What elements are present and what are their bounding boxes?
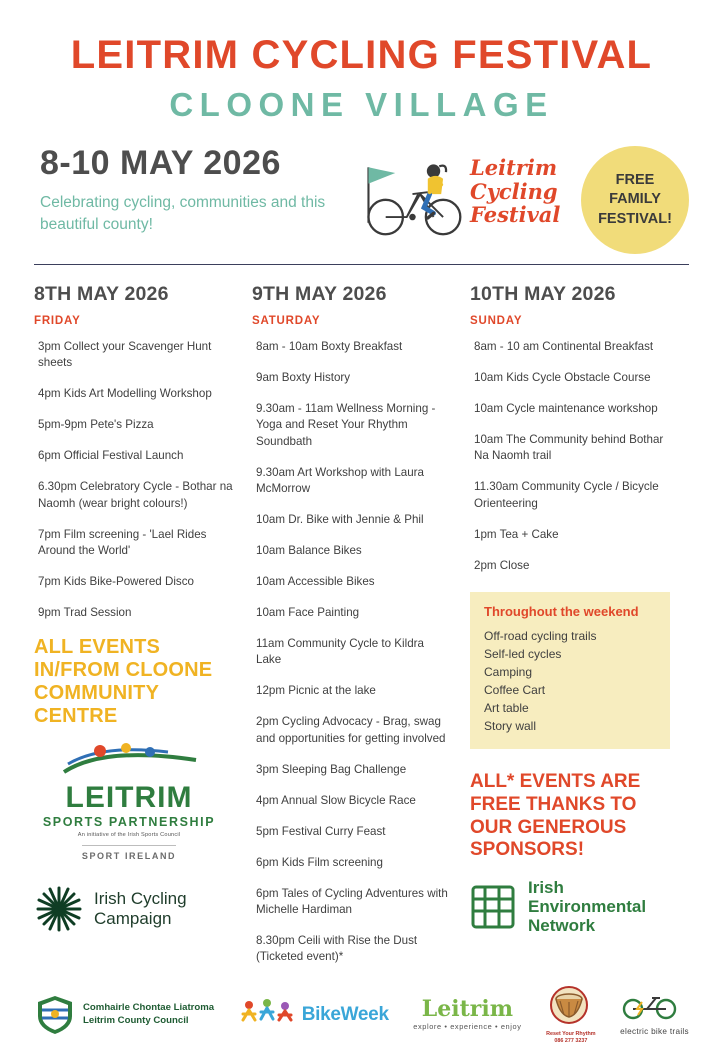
list-item: 8am - 10am Boxty Breakfast	[256, 340, 403, 353]
bike-week-figures-icon	[239, 998, 295, 1032]
list-item: 11am Community Cycle to Kildra Lake	[256, 636, 424, 667]
drum-icon	[546, 985, 592, 1025]
header-left	[34, 146, 356, 237]
throughout-weekend-title: Throughout the weekend	[484, 604, 639, 620]
event-list-saturday	[252, 339, 452, 966]
list-item: 10am The Community behind Bothar Na Naomh trail	[474, 432, 664, 463]
festival-poster	[0, 34, 723, 1058]
list-item: 5pm Festival Curry Feast	[256, 824, 386, 838]
list-item: 10am Dr. Bike with Jennie & Phil	[256, 513, 424, 527]
header-right	[581, 146, 689, 254]
column-weekday-friday: FRIDAY	[34, 315, 81, 327]
schedule-column-saturday	[252, 283, 470, 980]
schedule-columns	[34, 283, 689, 980]
header-row	[34, 146, 689, 256]
leitrim-county-council-logo	[34, 994, 214, 1036]
list-item: 6pm Official Festival Launch	[38, 449, 184, 463]
starburst-icon	[34, 884, 84, 934]
ien-line-1: Irish	[528, 878, 564, 898]
event-list-sunday	[470, 339, 670, 574]
list-item: 7pm Film screening - 'Lael Rides Around the World'	[38, 527, 207, 558]
leitrim-brand-wordmark: Leitrim	[421, 996, 513, 1022]
list-item: 2pm Cycling Advocacy - Brag, swag and opportunities for getting involved	[256, 715, 446, 745]
lsp-swoosh-icon	[54, 742, 204, 778]
festival-tagline: Celebrating cycling, communities and this beautiful county!	[40, 194, 326, 234]
list-item: 9.30am Art Workshop with Laura McMorrow	[256, 465, 424, 496]
county-crest-icon	[34, 994, 76, 1036]
header-logo-group	[356, 146, 581, 240]
sponsors-heading: ALL* EVENTS ARE FREE THANKS TO OUR GENEROUS SPONSORS!	[470, 771, 641, 861]
list-item: 9.30am - 11am Wellness Morning - Yoga and Reset Your Rhythm Soundbath	[256, 401, 436, 448]
woven-square-icon	[470, 884, 516, 930]
festival-script-logo	[470, 152, 560, 227]
reset-line-1: Reset Your Rhythm	[546, 1031, 596, 1037]
leitrim-sports-partnership-logo	[34, 742, 224, 864]
list-item: 10am Accessible Bikes	[256, 575, 375, 589]
irish-cycling-campaign-logo	[34, 884, 234, 934]
list-item: 4pm Kids Art Modelling Workshop	[38, 387, 212, 401]
list-item: 3pm Sleeping Bag Challenge	[256, 762, 407, 776]
column-date-friday: 8TH MAY 2026	[34, 283, 169, 305]
list-item: 3pm Collect your Scavenger Hunt sheets	[38, 340, 212, 370]
icc-wordmark	[94, 889, 187, 928]
free-family-festival-badge: FREE FAMILY FESTIVAL!	[581, 146, 689, 254]
list-item: 10am Kids Cycle Obstacle Course	[474, 370, 651, 384]
list-item: 8.30pm Ceili with Rise the Dust (Ticketed event)*	[256, 933, 418, 964]
festival-dates: 8-10 MAY 2026	[40, 144, 281, 182]
column-weekday-saturday: SATURDAY	[252, 315, 321, 327]
list-item: 2pm Close	[474, 558, 530, 572]
list-item: 6pm Kids Film screening	[256, 855, 383, 869]
sport-ireland-label: SPORT IRELAND	[82, 845, 176, 861]
lcc-line-1: Comhairle Chontae Liatroma	[83, 1002, 215, 1014]
lsp-wordmark: LEITRIM	[65, 780, 193, 814]
column-weekday-sunday: SUNDAY	[470, 315, 523, 327]
ebt-wordmark: electric bike trails	[620, 1026, 689, 1036]
leitrim-brand-tagline: explore • experience • enjoy	[413, 1022, 522, 1031]
column-date-saturday: 9TH MAY 2026	[252, 283, 387, 305]
list-item: Art table	[484, 701, 529, 716]
list-item: Self-led cycles	[484, 647, 562, 662]
electric-bike-icon	[620, 994, 682, 1020]
list-item: Camping	[484, 665, 533, 680]
list-item: 9am Boxty History	[256, 370, 351, 384]
list-item: 4pm Annual Slow Bicycle Race	[256, 793, 416, 807]
lcc-line-2: Leitrim County Council	[83, 1014, 189, 1026]
script-logo-line-3: Festival	[469, 202, 561, 228]
list-item: Story wall	[484, 719, 537, 734]
electric-bike-trails-logo	[620, 994, 689, 1036]
bike-week-wordmark: BikeWeek	[301, 1003, 389, 1025]
list-item: 11.30am Community Cycle / Bicycle Orienteering	[474, 480, 659, 510]
page-subtitle: CLOONE VILLAGE	[169, 86, 554, 123]
ien-wordmark	[528, 878, 646, 935]
list-item: 7pm Kids Bike-Powered Disco	[38, 575, 194, 589]
venue-note: ALL EVENTS IN/FROM CLOONE COMMUNITY CENTRE	[34, 635, 213, 727]
event-list-friday	[34, 339, 234, 621]
footer-sponsor-logos	[34, 985, 689, 1044]
irish-environmental-network-logo	[470, 878, 670, 935]
reset-line-2: 086 277 3237	[554, 1038, 588, 1044]
script-logo-line-1: Leitrim	[469, 155, 558, 180]
column-date-sunday: 10TH MAY 2026	[470, 283, 616, 305]
list-item: 8am - 10 am Continental Breakfast	[474, 340, 654, 353]
lsp-tagline: An initiative of the Irish Sports Council	[77, 831, 181, 838]
leitrim-tourism-logo	[413, 998, 521, 1031]
list-item: Coffee Cart	[484, 683, 546, 698]
list-item: 12pm Picnic at the lake	[256, 684, 376, 698]
schedule-column-friday	[34, 283, 252, 980]
list-item: 10am Cycle maintenance workshop	[474, 401, 658, 415]
list-item: Off-road cycling trails	[484, 629, 597, 644]
icc-line-1: Irish Cycling	[94, 889, 187, 909]
cyclist-icon	[356, 152, 468, 240]
page-title: LEITRIM CYCLING FESTIVAL	[70, 33, 653, 77]
schedule-column-sunday	[470, 283, 688, 980]
list-item: 6.30pm Celebratory Cycle - Bothar na Naomh (wear bright colours!)	[38, 480, 233, 510]
list-item: 10am Balance Bikes	[256, 544, 362, 558]
list-item: 5pm-9pm Pete's Pizza	[38, 418, 154, 432]
list-item: 9pm Trad Session	[38, 606, 132, 620]
ien-line-2: Environmental	[528, 897, 647, 917]
lcc-wordmark	[83, 1002, 214, 1027]
reset-your-rhythm-logo	[546, 985, 596, 1044]
ien-line-3: Network	[528, 916, 596, 936]
list-item: 6pm Tales of Cycling Adventures with Michelle Hardiman	[256, 886, 448, 917]
lsp-subtitle: SPORTS PARTNERSHIP	[42, 814, 216, 829]
icc-line-2: Campaign	[94, 908, 172, 928]
script-logo-line-2: Cycling	[469, 178, 558, 204]
list-item: 1pm Tea + Cake	[474, 527, 559, 541]
list-item: 10am Face Painting	[256, 606, 360, 620]
throughout-weekend-box	[470, 592, 670, 749]
bike-week-logo	[239, 998, 389, 1032]
header-divider	[34, 264, 689, 265]
